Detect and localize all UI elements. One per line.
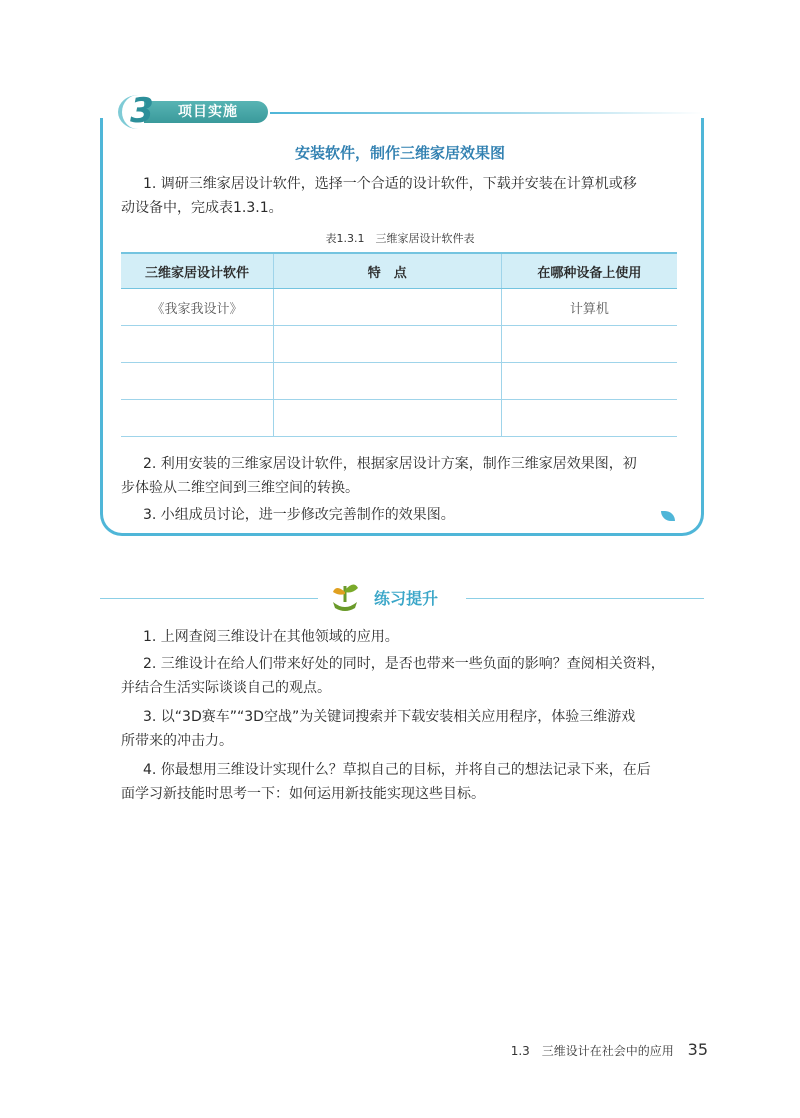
badge-number: 3 bbox=[130, 91, 154, 131]
table-cell bbox=[121, 326, 273, 363]
table-caption: 表1.3.1 三维家居设计软件表 bbox=[325, 232, 475, 245]
step1-line1: 1. 调研三维家居设计软件，选择一个合适的设计软件，下载并安装在计算机或移 bbox=[143, 176, 637, 192]
table-header: 三维家居设计软件 bbox=[121, 253, 273, 289]
software-table bbox=[121, 252, 677, 437]
sprout-icon bbox=[330, 578, 360, 612]
step2-line2: 步体验从二维空间到三维空间的转换。 bbox=[121, 480, 359, 496]
table-row bbox=[121, 289, 677, 326]
divider-left bbox=[100, 598, 318, 599]
footer-section: 1.3 三维设计在社会中的应用 bbox=[510, 1044, 674, 1058]
q4-line1: 4. 你最想用三维设计实现什么？草拟自己的目标，并将自己的想法记录下来，在后 bbox=[143, 762, 651, 778]
q3-line1: 3. 以“3D赛车”“3D空战”为关键词搜索并下载安装相关应用程序，体验三维游戏 bbox=[143, 709, 636, 725]
table-cell: 计算机 bbox=[501, 289, 677, 326]
table-cell bbox=[501, 400, 677, 437]
section2-title: 练习提升 bbox=[374, 589, 439, 608]
table-cell: 《我家我设计》 bbox=[121, 289, 273, 326]
table-header: 在哪种设备上使用 bbox=[501, 253, 677, 289]
table-cell bbox=[273, 400, 501, 437]
table-header-row bbox=[121, 253, 677, 289]
step2-line1: 2. 利用安装的三维家居设计软件，根据家居设计方案，制作三维家居效果图，初 bbox=[143, 456, 637, 472]
table-cell bbox=[501, 326, 677, 363]
q2-line2: 并结合生活实际谈谈自己的观点。 bbox=[121, 680, 331, 696]
page-footer bbox=[511, 1040, 708, 1059]
q1: 1. 上网查阅三维设计在其他领域的应用。 bbox=[143, 629, 399, 645]
step1-line2: 动设备中，完成表1.3.1。 bbox=[121, 200, 283, 216]
q2-line1: 2. 三维设计在给人们带来好处的同时，是否也带来一些负面的影响？查阅相关资料， bbox=[143, 656, 665, 672]
table-header: 特 点 bbox=[273, 253, 501, 289]
table-row bbox=[121, 326, 677, 363]
table-cell bbox=[121, 400, 273, 437]
table-cell bbox=[501, 363, 677, 400]
table-cell bbox=[273, 326, 501, 363]
section-badge bbox=[118, 93, 268, 129]
badge-label: 项目实施 bbox=[144, 101, 268, 123]
page-number: 35 bbox=[687, 1040, 708, 1059]
table-cell bbox=[273, 289, 501, 326]
divider-right bbox=[466, 598, 704, 599]
table-cell bbox=[121, 363, 273, 400]
q4-line2: 面学习新技能时思考一下：如何运用新技能实现这些目标。 bbox=[121, 786, 485, 802]
section-subtitle: 安装软件，制作三维家居效果图 bbox=[294, 144, 505, 162]
q3-line2: 所带来的冲击力。 bbox=[121, 733, 233, 749]
section-top-line bbox=[270, 112, 703, 114]
table-row bbox=[121, 400, 677, 437]
table-row bbox=[121, 363, 677, 400]
table-cell bbox=[273, 363, 501, 400]
step3: 3. 小组成员讨论，进一步修改完善制作的效果图。 bbox=[143, 507, 455, 523]
